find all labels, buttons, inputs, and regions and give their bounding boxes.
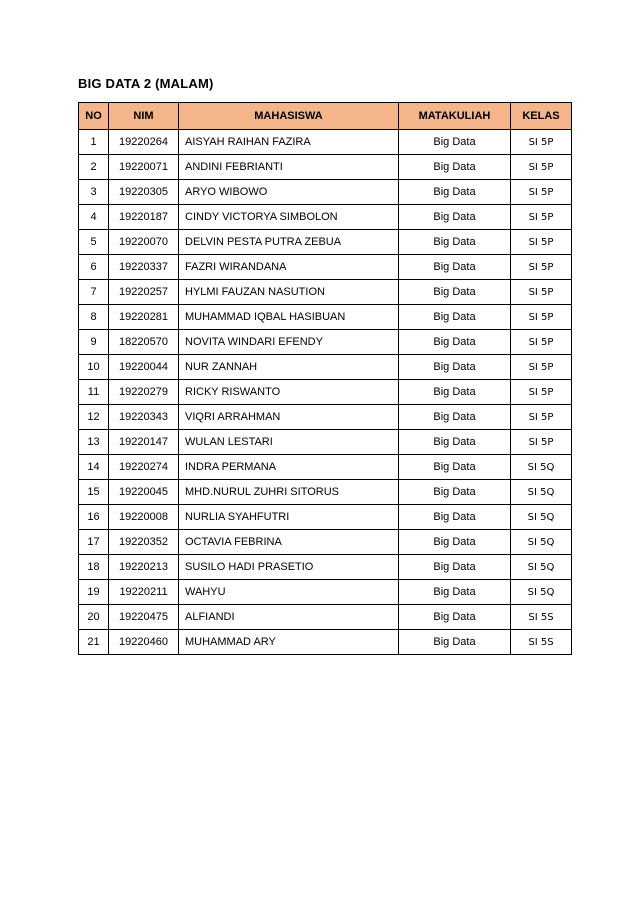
column-header-nim: NIM [109,103,179,130]
cell-no: 3 [79,180,109,205]
table-row [79,180,572,205]
cell-nim: 19220008 [109,505,179,530]
cell-kelas: SI 5S [511,630,572,655]
cell-nim: 19220257 [109,280,179,305]
cell-mahasiswa: ANDINI FEBRIANTI [179,155,399,180]
table-row [79,430,572,455]
cell-no: 18 [79,555,109,580]
cell-no: 11 [79,380,109,405]
cell-kelas: SI 5Q [511,480,572,505]
cell-matakuliah: Big Data [399,130,511,155]
table-row [79,605,572,630]
cell-no: 15 [79,480,109,505]
cell-matakuliah: Big Data [399,455,511,480]
cell-matakuliah: Big Data [399,205,511,230]
cell-nim: 19220045 [109,480,179,505]
student-table [78,102,572,655]
cell-nim: 19220352 [109,530,179,555]
cell-mahasiswa: INDRA PERMANA [179,455,399,480]
table-row [79,355,572,380]
cell-no: 5 [79,230,109,255]
cell-matakuliah: Big Data [399,305,511,330]
cell-no: 9 [79,330,109,355]
cell-no: 14 [79,455,109,480]
cell-matakuliah: Big Data [399,530,511,555]
cell-mahasiswa: SUSILO HADI PRASETIO [179,555,399,580]
cell-nim: 19220305 [109,180,179,205]
cell-mahasiswa: MUHAMMAD IQBAL HASIBUAN [179,305,399,330]
cell-nim: 19220343 [109,405,179,430]
cell-nim: 19220070 [109,230,179,255]
cell-mahasiswa: DELVIN PESTA PUTRA ZEBUA [179,230,399,255]
table-row [79,630,572,655]
cell-matakuliah: Big Data [399,230,511,255]
table-row [79,555,572,580]
cell-kelas: SI 5P [511,255,572,280]
cell-no: 16 [79,505,109,530]
cell-mahasiswa: OCTAVIA FEBRINA [179,530,399,555]
cell-nim: 19220460 [109,630,179,655]
cell-mahasiswa: NURLIA SYAHFUTRI [179,505,399,530]
cell-mahasiswa: ALFIANDI [179,605,399,630]
cell-no: 1 [79,130,109,155]
table-body [79,130,572,655]
cell-nim: 19220281 [109,305,179,330]
table-row [79,155,572,180]
cell-nim: 19220279 [109,380,179,405]
cell-kelas: SI 5P [511,130,572,155]
cell-kelas: SI 5P [511,305,572,330]
cell-mahasiswa: AISYAH RAIHAN FAZIRA [179,130,399,155]
table-row [79,130,572,155]
cell-no: 2 [79,155,109,180]
cell-matakuliah: Big Data [399,580,511,605]
cell-matakuliah: Big Data [399,430,511,455]
cell-mahasiswa: NUR ZANNAH [179,355,399,380]
cell-kelas: SI 5Q [511,455,572,480]
cell-mahasiswa: WULAN LESTARI [179,430,399,455]
cell-no: 17 [79,530,109,555]
header-row [79,103,572,130]
cell-kelas: SI 5P [511,355,572,380]
cell-mahasiswa: CINDY VICTORYA SIMBOLON [179,205,399,230]
cell-kelas: SI 5P [511,180,572,205]
cell-nim: 19220147 [109,430,179,455]
column-header-mahasiswa: MAHASISWA [179,103,399,130]
cell-mahasiswa: HYLMI FAUZAN NASUTION [179,280,399,305]
cell-nim: 19220475 [109,605,179,630]
cell-kelas: SI 5P [511,230,572,255]
cell-mahasiswa: MUHAMMAD ARY [179,630,399,655]
table-row [79,405,572,430]
page-title: BIG DATA 2 (MALAM) [78,76,214,91]
cell-kelas: SI 5P [511,380,572,405]
table-row [79,280,572,305]
cell-no: 12 [79,405,109,430]
cell-matakuliah: Big Data [399,355,511,380]
cell-nim: 18220570 [109,330,179,355]
table-row [79,255,572,280]
column-header-matakuliah: MATAKULIAH [399,103,511,130]
cell-matakuliah: Big Data [399,605,511,630]
cell-no: 10 [79,355,109,380]
cell-no: 8 [79,305,109,330]
table-row [79,480,572,505]
table-row [79,580,572,605]
cell-matakuliah: Big Data [399,155,511,180]
cell-mahasiswa: WAHYU [179,580,399,605]
cell-kelas: SI 5S [511,605,572,630]
table-row [79,305,572,330]
cell-kelas: SI 5P [511,330,572,355]
cell-matakuliah: Big Data [399,330,511,355]
cell-nim: 19220187 [109,205,179,230]
table-row [79,455,572,480]
cell-kelas: SI 5P [511,405,572,430]
cell-kelas: SI 5Q [511,555,572,580]
cell-no: 20 [79,605,109,630]
cell-kelas: SI 5Q [511,505,572,530]
cell-mahasiswa: NOVITA WINDARI EFENDY [179,330,399,355]
cell-matakuliah: Big Data [399,180,511,205]
table-row [79,380,572,405]
cell-nim: 19220274 [109,455,179,480]
cell-nim: 19220337 [109,255,179,280]
table-row [79,505,572,530]
table-row [79,330,572,355]
table-row [79,205,572,230]
table-row [79,530,572,555]
cell-matakuliah: Big Data [399,405,511,430]
cell-matakuliah: Big Data [399,380,511,405]
cell-nim: 19220213 [109,555,179,580]
cell-kelas: SI 5P [511,155,572,180]
cell-kelas: SI 5P [511,205,572,230]
cell-kelas: SI 5Q [511,530,572,555]
cell-mahasiswa: VIQRI ARRAHMAN [179,405,399,430]
cell-nim: 19220044 [109,355,179,380]
cell-matakuliah: Big Data [399,630,511,655]
table-row [79,230,572,255]
cell-mahasiswa: ARYO WIBOWO [179,180,399,205]
cell-kelas: SI 5Q [511,580,572,605]
cell-no: 7 [79,280,109,305]
cell-mahasiswa: FAZRI WIRANDANA [179,255,399,280]
cell-matakuliah: Big Data [399,555,511,580]
cell-no: 6 [79,255,109,280]
cell-no: 19 [79,580,109,605]
cell-kelas: SI 5P [511,280,572,305]
column-header-kelas: KELAS [511,103,572,130]
cell-matakuliah: Big Data [399,480,511,505]
table-header [79,103,572,130]
cell-matakuliah: Big Data [399,280,511,305]
cell-nim: 19220071 [109,155,179,180]
cell-no: 4 [79,205,109,230]
cell-nim: 19220264 [109,130,179,155]
cell-no: 21 [79,630,109,655]
cell-nim: 19220211 [109,580,179,605]
column-header-no: NO [79,103,109,130]
cell-matakuliah: Big Data [399,505,511,530]
cell-mahasiswa: RICKY RISWANTO [179,380,399,405]
cell-kelas: SI 5P [511,430,572,455]
cell-matakuliah: Big Data [399,255,511,280]
cell-no: 13 [79,430,109,455]
cell-mahasiswa: MHD.NURUL ZUHRI SITORUS [179,480,399,505]
